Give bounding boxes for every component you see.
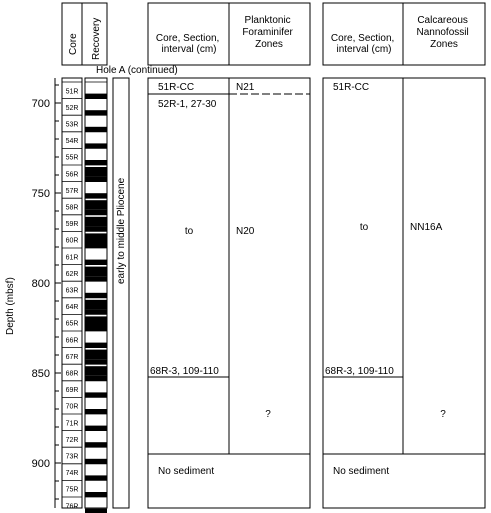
- recovery-block: [85, 426, 107, 431]
- recovery-block: [85, 459, 107, 464]
- recovery-block: [85, 392, 107, 397]
- pf-to: to: [184, 226, 194, 237]
- core-label: 68R: [65, 370, 79, 378]
- core-label: 60R: [65, 237, 79, 245]
- pf-top-zone: N21: [236, 82, 255, 93]
- planktonic-zone-header: [242, 15, 295, 50]
- recovery-block: [85, 243, 107, 248]
- depth-tick-label: 800: [31, 278, 50, 290]
- recovery-block: [85, 509, 107, 513]
- core-label: 72R: [65, 436, 79, 444]
- depth-tick-label: 700: [31, 98, 50, 110]
- core-header-label: Core: [68, 33, 79, 55]
- core-label: 54R: [65, 138, 79, 146]
- nannofossil-table-box: [323, 78, 485, 508]
- recovery-block: [85, 233, 107, 243]
- cn-col1-line2: interval (cm): [336, 44, 392, 55]
- recovery-block: [85, 127, 107, 132]
- recovery-block: [85, 276, 107, 281]
- recovery-block: [85, 94, 107, 99]
- recovery-block: [85, 200, 107, 210]
- depth-tick-label: 850: [31, 368, 50, 380]
- pf-col1-line1: Core, Section,: [155, 33, 220, 44]
- core-label: 57R: [65, 187, 79, 195]
- cn-zone: NN16A: [410, 222, 443, 233]
- pf-col2-line2: Foraminifer: [242, 27, 293, 38]
- depth-axis-label: Depth (mbsf): [5, 277, 16, 335]
- recovery-block: [85, 226, 107, 231]
- recovery-block: [85, 143, 107, 148]
- recovery-block: [85, 293, 107, 298]
- recovery-block: [85, 267, 107, 277]
- core-label: 59R: [65, 221, 79, 229]
- cn-top-sample: 51R-CC: [333, 82, 370, 93]
- core-label: 63R: [65, 287, 79, 295]
- recovery-block: [85, 260, 107, 265]
- cn-col1-line1: Core, Section,: [330, 33, 395, 44]
- recovery-header-label: Recovery: [91, 17, 102, 60]
- recovery-block: [85, 167, 107, 177]
- recovery-block: [85, 343, 107, 348]
- cn-lower-zone: ?: [440, 409, 446, 420]
- cn-col2-line2: Nannofossil: [416, 27, 469, 38]
- core-label: 51R: [65, 88, 79, 96]
- core-label: 67R: [65, 353, 79, 361]
- depth-ticks: [32, 85, 61, 499]
- pf-col2-line3: Zones: [255, 39, 283, 50]
- cn-to: to: [359, 222, 369, 233]
- planktonic-sample-header: [156, 33, 222, 55]
- core-label: 75R: [65, 486, 79, 494]
- cn-col2-line3: Zones: [430, 39, 458, 50]
- pf-col1-line2: interval (cm): [161, 44, 217, 55]
- core-label: 58R: [65, 204, 79, 212]
- core-label: 61R: [65, 254, 79, 262]
- hole-label: Hole A (continued): [96, 65, 178, 76]
- recovery-block: [85, 316, 107, 326]
- cn-col2-line1: Calcareous: [417, 15, 468, 26]
- core-label: 62R: [65, 270, 79, 278]
- age-column-box: [113, 78, 129, 508]
- core-label: 70R: [65, 403, 79, 411]
- recovery-block: [85, 309, 107, 314]
- pf-top-sample: 51R-CC: [158, 82, 195, 93]
- recovery-block: [85, 160, 107, 165]
- recovery-block: [85, 177, 107, 182]
- core-label: 69R: [65, 387, 79, 395]
- nannofossil-zone-header: [416, 15, 471, 50]
- core-label: 52R: [65, 104, 79, 112]
- pf-no-sediment: No sediment: [158, 466, 215, 477]
- core-label: 74R: [65, 470, 79, 478]
- recovery-block: [85, 300, 107, 310]
- recovery-block: [85, 492, 107, 497]
- core-label: 55R: [65, 154, 79, 162]
- core-label: 64R: [65, 304, 79, 312]
- recovery-block: [85, 366, 107, 376]
- recovery-block: [85, 110, 107, 115]
- recovery-block: [85, 359, 107, 364]
- core-label: 71R: [65, 420, 79, 428]
- depth-tick-label: 750: [31, 188, 50, 200]
- recovery-block: [85, 442, 107, 447]
- recovery-blocks: [85, 82, 107, 513]
- core-label: 56R: [65, 171, 79, 179]
- core-label: 73R: [65, 453, 79, 461]
- recovery-block: [85, 193, 107, 198]
- pf-zone: N20: [236, 226, 255, 237]
- recovery-block: [85, 210, 107, 215]
- depth-tick-label: 900: [31, 458, 50, 470]
- recovery-block: [85, 217, 107, 227]
- recovery-block: [85, 350, 107, 360]
- pf-bottom-sample: 68R-3, 109-110: [150, 366, 219, 377]
- core-label: 66R: [65, 337, 79, 345]
- recovery-block: [85, 326, 107, 331]
- cn-no-sediment: No sediment: [333, 466, 390, 477]
- pf-col2-line1: Planktonic: [244, 15, 291, 26]
- pf-second-sample: 52R-1, 27-30: [158, 99, 217, 110]
- recovery-block: [85, 376, 107, 381]
- core-label: 65R: [65, 320, 79, 328]
- recovery-block: [85, 475, 107, 480]
- core-labels: [62, 82, 82, 510]
- core-label: 76R: [65, 503, 79, 511]
- cn-bottom-sample: 68R-3, 109-110: [325, 366, 394, 377]
- nannofossil-sample-header: [331, 33, 397, 55]
- age-label: early to middle Pliocene: [116, 177, 127, 284]
- recovery-block: [85, 409, 107, 414]
- core-label: 53R: [65, 121, 79, 129]
- pf-lower-zone: ?: [265, 409, 271, 420]
